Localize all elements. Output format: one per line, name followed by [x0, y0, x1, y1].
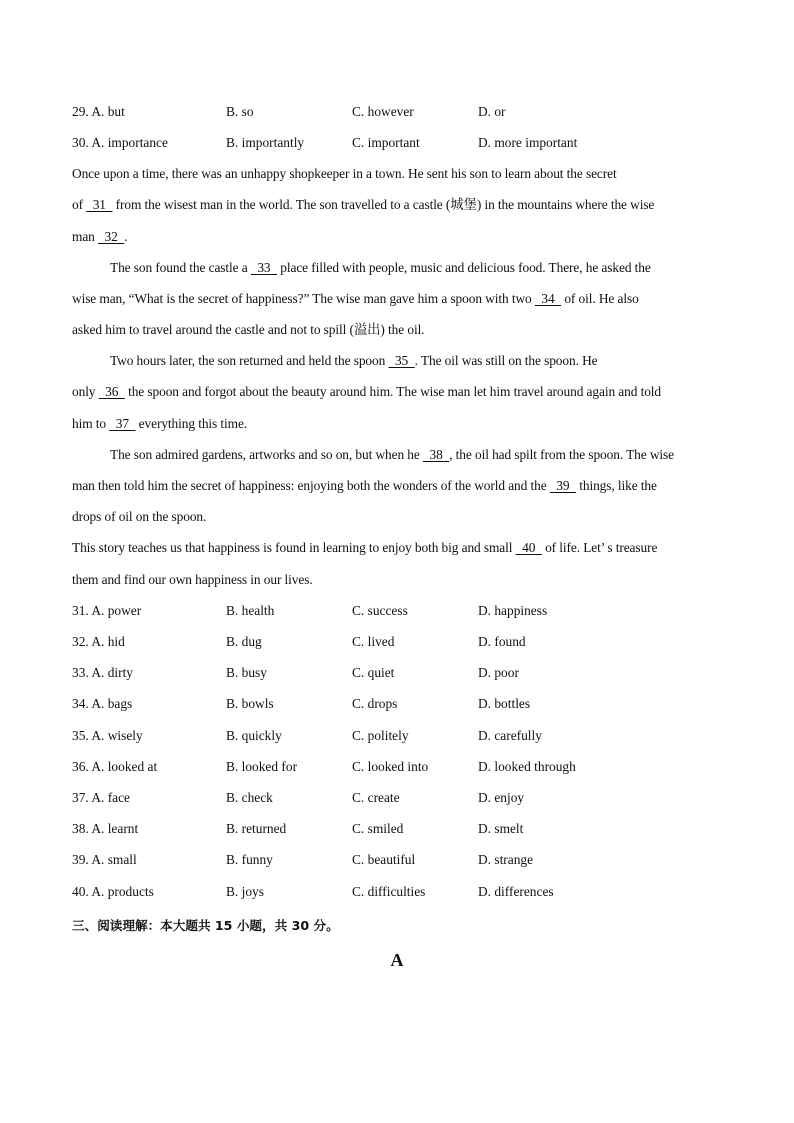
option-d: D. poor — [478, 665, 519, 680]
blank-38: 38 — [423, 447, 450, 462]
option-b: B. busy — [226, 665, 267, 680]
option-a: 38. A. learnt — [72, 821, 139, 836]
blank-37: 37 — [109, 416, 136, 431]
option-c: C. lived — [352, 634, 395, 649]
option-d: D. smelt — [478, 821, 524, 836]
option-a: 40. A. products — [72, 884, 154, 899]
option-c: C. quiet — [352, 665, 395, 680]
option-d: D. found — [478, 634, 526, 649]
option-b: B. check — [226, 790, 273, 805]
passage-line: Two hours later, the son returned and held the spoon 35 . The oil was still on the spoon. He — [110, 353, 598, 368]
blank-33: 33 — [250, 260, 278, 275]
blank-31: 31 — [86, 197, 113, 212]
option-c: C. difficulties — [352, 884, 426, 899]
passage-line: The son admired gardens, artworks and so on, but when he 38 , the oil had spilt from the spoon. The wise — [110, 447, 675, 462]
option-a: 35. A. wisely — [72, 728, 143, 743]
option-c: C. however — [352, 104, 414, 119]
option-c: C. drops — [352, 696, 398, 711]
option-d: D. differences — [478, 884, 554, 899]
option-c: C. beautiful — [352, 852, 416, 867]
option-c: C. looked into — [352, 759, 429, 774]
option-c: C. create — [352, 790, 400, 805]
option-d: D. bottles — [478, 696, 531, 711]
passage-line: them and find our own happiness in our lives. — [72, 572, 313, 587]
option-c: C. politely — [352, 728, 409, 743]
option-c: C. smiled — [352, 821, 404, 836]
passage-line: The son found the castle a 33 place filled with people, music and delicious food. There, he asked the — [110, 260, 651, 275]
option-d: D. looked through — [478, 759, 576, 774]
option-a: 39. A. small — [72, 852, 137, 867]
option-a: 30. A. importance — [72, 135, 168, 150]
passage-line: wise man, “What is the secret of happiness?” The wise man gave him a spoon with two 34 of oil. He also — [72, 291, 639, 306]
option-d: D. or — [478, 104, 506, 119]
option-b: B. joys — [226, 884, 264, 899]
option-a: 31. A. power — [72, 603, 142, 618]
option-a: 33. A. dirty — [72, 665, 134, 680]
option-b: B. importantly — [226, 135, 305, 150]
option-c: C. important — [352, 135, 420, 150]
option-a: 32. A. hid — [72, 634, 125, 649]
passage-line: Once upon a time, there was an unhappy shopkeeper in a town. He sent his son to learn about the secret — [72, 166, 617, 181]
option-b: B. returned — [226, 821, 287, 836]
passage-line: drops of oil on the spoon. — [72, 509, 207, 524]
option-d: D. strange — [478, 852, 534, 867]
option-b: B. looked for — [226, 759, 298, 774]
option-b: B. so — [226, 104, 254, 119]
option-b: B. quickly — [226, 728, 282, 743]
option-d: D. enjoy — [478, 790, 525, 805]
passage-line: only 36 the spoon and forgot about the beauty around him. The wise man let him travel around again and told — [72, 384, 662, 399]
passage-line: man then told him the secret of happiness: enjoying both the wonders of the world and the 39 things, like the — [72, 478, 657, 493]
blank-36: 36 — [98, 384, 125, 399]
section-heading: 三、阅读理解：本大题共 15 小题，共 30 分。 — [72, 918, 339, 933]
option-a: 29. A. but — [72, 104, 125, 119]
option-c: C. success — [352, 603, 408, 618]
blank-35: 35 — [388, 353, 415, 368]
option-b: B. dug — [226, 634, 262, 649]
option-b: B. health — [226, 603, 275, 618]
passage-line: This story teaches us that happiness is found in learning to enjoy both big and small 40 of life. Let’ s treasure — [72, 540, 658, 555]
option-b: B. funny — [226, 852, 273, 867]
blank-32: 32 — [98, 229, 125, 244]
option-a: 36. A. looked at — [72, 759, 158, 774]
passage-line: him to 37 everything this time. — [72, 416, 248, 431]
passage-line: of 31 from the wisest man in the world. The son travelled to a castle (城堡) in the mountains where the wise — [72, 197, 655, 212]
option-d: D. carefully — [478, 728, 542, 743]
blank-40: 40 — [515, 540, 542, 555]
option-a: 34. A. bags — [72, 696, 133, 711]
blank-39: 39 — [549, 478, 576, 493]
section-letter: A — [390, 950, 404, 970]
passage-line: man 32 . — [72, 229, 128, 244]
option-d: D. more important — [478, 135, 578, 150]
option-d: D. happiness — [478, 603, 548, 618]
blank-34: 34 — [534, 291, 562, 306]
passage-line: asked him to travel around the castle and not to spill (溢出) the oil. — [72, 322, 425, 337]
option-b: B. bowls — [226, 696, 274, 711]
option-a: 37. A. face — [72, 790, 131, 805]
